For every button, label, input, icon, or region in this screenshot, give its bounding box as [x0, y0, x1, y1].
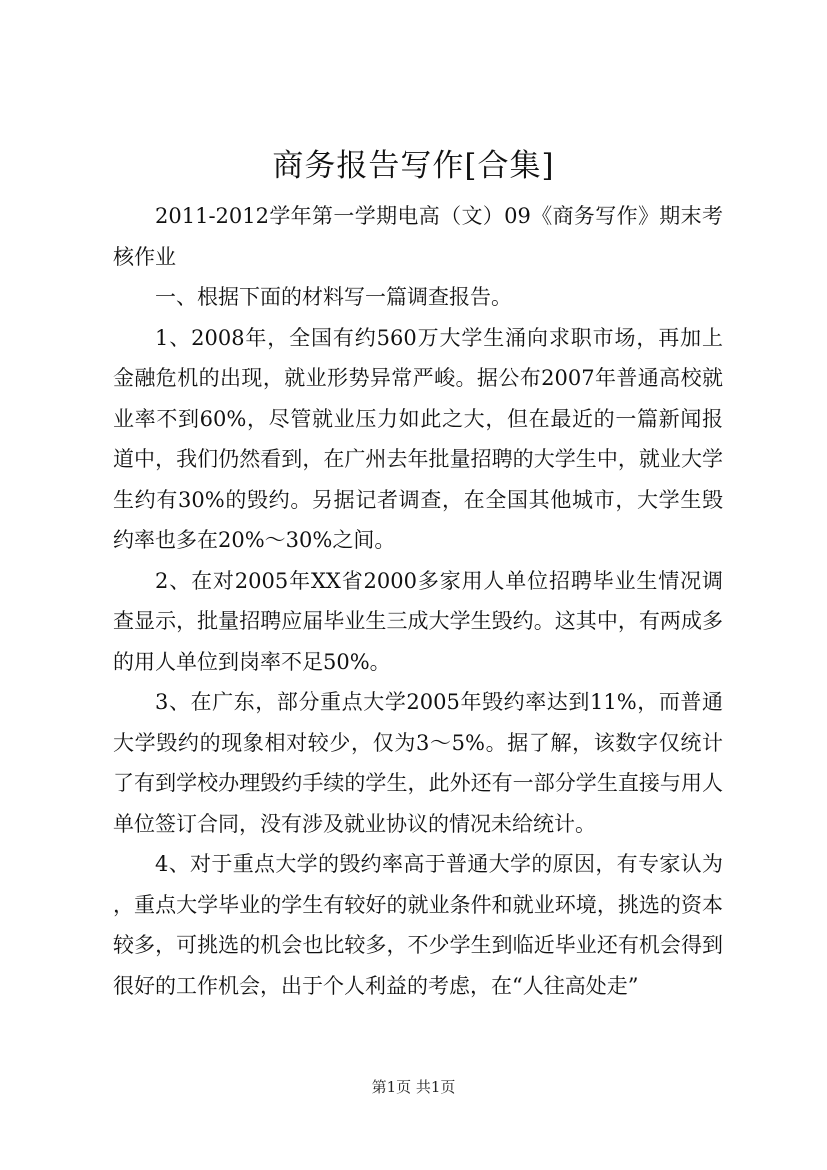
paragraph-material-1: 1、2008年，全国有约560万大学生涌向求职市场，再加上金融危机的出现，就业形势异常严峻。据公布2007年普通高校就业率不到60%，尽管就业压力如此之大，但在最近的一篇新闻报道中，我们仍然看到，在广州去年批量招聘的大学生中，就业大学生约有30%的毁约。另据记者调查，在全国其他城市，大学生毁约率也多在20%～30%之间。	[113, 325, 723, 552]
paragraph-material-2: 2、在对2005年XX省2000多家用人单位招聘毕业生情况调查显示，批量招聘应届毕业生三成大学生毁约。这其中，有两成多的用人单位到岗率不足50%。	[113, 568, 723, 674]
paragraph-material-3: 3、在广东，部分重点大学2005年毁约率达到11%，而普通大学毁约的现象相对较少，仅为3～5%。据了解，该数字仅统计了有到学校办理毁约手续的学生，此外还有一部分学生直接与用人单位签订合同，没有涉及就业协议的情况未给统计。	[113, 690, 723, 836]
paragraph-material-4: 4、对于重点大学的毁约率高于普通大学的原因，有专家认为，重点大学毕业的学生有较好的就业条件和就业环境，挑选的资本较多，可挑选的机会也比较多，不少学生到临近毕业还有机会得到很好的工作机会，出于个人利益的考虑，在“人往高处走”	[113, 852, 723, 998]
page-footer: 第1页 共1页	[371, 1078, 456, 1096]
document-body	[113, 196, 723, 1006]
paragraph-course-info: 2011-2012学年第一学期电高（文）09《商务写作》期末考核作业	[113, 204, 723, 269]
document-title: 商务报告写作[合集]	[272, 148, 555, 184]
paragraph-task: 一、根据下面的材料写一篇调查报告。	[155, 285, 512, 309]
